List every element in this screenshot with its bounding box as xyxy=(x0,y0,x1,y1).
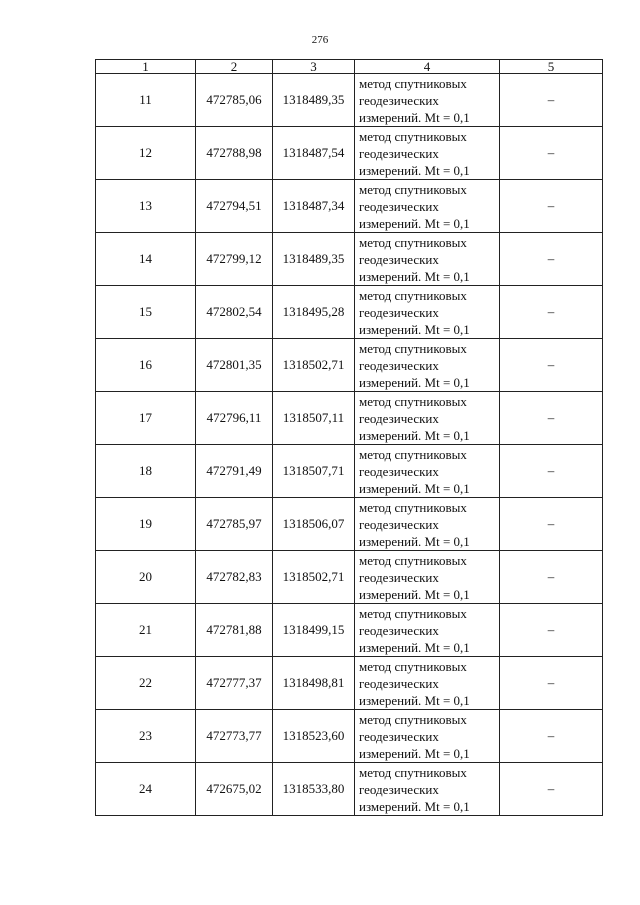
method-description xyxy=(355,180,500,233)
table-row xyxy=(96,286,603,339)
method-line-1: метод спутниковых xyxy=(359,658,467,674)
table-row xyxy=(96,233,603,286)
method-description xyxy=(355,392,500,445)
point-number: 20 xyxy=(96,551,196,604)
method-line-3: измерений. Mt = 0,1 xyxy=(359,692,470,708)
method-line-3: измерений. Mt = 0,1 xyxy=(359,745,470,761)
method-line-2: геодезических xyxy=(359,781,439,797)
point-number: 12 xyxy=(96,127,196,180)
coordinate-y: 1318523,60 xyxy=(273,710,355,763)
method-description xyxy=(355,657,500,710)
table-row xyxy=(96,445,603,498)
table-row xyxy=(96,657,603,710)
page-number: 276 xyxy=(311,34,329,46)
coordinate-y: 1318489,35 xyxy=(273,233,355,286)
point-number: 18 xyxy=(96,445,196,498)
point-number: 24 xyxy=(96,763,196,816)
point-number: 14 xyxy=(96,233,196,286)
coordinate-x: 472777,37 xyxy=(196,657,273,710)
method-description xyxy=(355,127,500,180)
note-cell: – xyxy=(500,710,603,763)
coordinate-x: 472799,12 xyxy=(196,233,273,286)
method-line-1: метод спутниковых xyxy=(359,128,467,144)
header-col-3: 3 xyxy=(273,60,355,74)
note-cell: – xyxy=(500,127,603,180)
method-line-2: геодезических xyxy=(359,357,439,373)
table-row xyxy=(96,763,603,816)
table-row xyxy=(96,339,603,392)
method-line-2: геодезических xyxy=(359,198,439,214)
point-number: 15 xyxy=(96,286,196,339)
coordinate-x: 472802,54 xyxy=(196,286,273,339)
coordinate-x: 472781,88 xyxy=(196,604,273,657)
table-row xyxy=(96,180,603,233)
method-line-3: измерений. Mt = 0,1 xyxy=(359,374,470,390)
method-line-2: геодезических xyxy=(359,675,439,691)
method-line-2: геодезических xyxy=(359,92,439,108)
method-line-2: геодезических xyxy=(359,410,439,426)
coordinate-y: 1318487,34 xyxy=(273,180,355,233)
method-line-3: измерений. Mt = 0,1 xyxy=(359,533,470,549)
coordinate-y: 1318499,15 xyxy=(273,604,355,657)
method-line-1: метод спутниковых xyxy=(359,287,467,303)
table-row xyxy=(96,392,603,445)
method-line-1: метод спутниковых xyxy=(359,764,467,780)
note-cell: – xyxy=(500,445,603,498)
coordinate-y: 1318487,54 xyxy=(273,127,355,180)
table-row xyxy=(96,127,603,180)
method-line-3: измерений. Mt = 0,1 xyxy=(359,162,470,178)
method-line-3: измерений. Mt = 0,1 xyxy=(359,109,470,125)
coordinate-y: 1318533,80 xyxy=(273,763,355,816)
note-cell: – xyxy=(500,763,603,816)
point-number: 11 xyxy=(96,74,196,127)
method-line-3: измерений. Mt = 0,1 xyxy=(359,215,470,231)
method-line-1: метод спутниковых xyxy=(359,181,467,197)
note-cell: – xyxy=(500,604,603,657)
coordinate-x: 472791,49 xyxy=(196,445,273,498)
method-line-2: геодезических xyxy=(359,728,439,744)
header-col-2: 2 xyxy=(196,60,273,74)
coordinate-x: 472785,97 xyxy=(196,498,273,551)
header-row xyxy=(96,60,603,74)
method-line-3: измерений. Mt = 0,1 xyxy=(359,427,470,443)
method-line-2: геодезических xyxy=(359,145,439,161)
method-description xyxy=(355,498,500,551)
point-number: 19 xyxy=(96,498,196,551)
method-line-1: метод спутниковых xyxy=(359,393,467,409)
coordinate-x: 472785,06 xyxy=(196,74,273,127)
coordinate-x: 472773,77 xyxy=(196,710,273,763)
header-col-5: 5 xyxy=(500,60,603,74)
coordinate-x: 472796,11 xyxy=(196,392,273,445)
note-cell: – xyxy=(500,180,603,233)
method-line-2: геодезических xyxy=(359,569,439,585)
header-col-4: 4 xyxy=(355,60,500,74)
method-line-1: метод спутниковых xyxy=(359,552,467,568)
coordinate-y: 1318495,28 xyxy=(273,286,355,339)
table-row xyxy=(96,74,603,127)
coordinate-x: 472794,51 xyxy=(196,180,273,233)
table-row xyxy=(96,551,603,604)
note-cell: – xyxy=(500,657,603,710)
method-line-2: геодезических xyxy=(359,251,439,267)
point-number: 23 xyxy=(96,710,196,763)
coordinate-y: 1318507,11 xyxy=(273,392,355,445)
method-line-3: измерений. Mt = 0,1 xyxy=(359,798,470,814)
point-number: 22 xyxy=(96,657,196,710)
method-line-2: геодезических xyxy=(359,622,439,638)
point-number: 17 xyxy=(96,392,196,445)
method-line-3: измерений. Mt = 0,1 xyxy=(359,480,470,496)
coordinate-y: 1318498,81 xyxy=(273,657,355,710)
coordinate-y: 1318506,07 xyxy=(273,498,355,551)
method-line-3: измерений. Mt = 0,1 xyxy=(359,268,470,284)
method-line-3: измерений. Mt = 0,1 xyxy=(359,321,470,337)
point-number: 16 xyxy=(96,339,196,392)
method-line-1: метод спутниковых xyxy=(359,75,467,91)
method-line-2: геодезических xyxy=(359,463,439,479)
method-line-3: измерений. Mt = 0,1 xyxy=(359,639,470,655)
method-line-1: метод спутниковых xyxy=(359,340,467,356)
method-description xyxy=(355,710,500,763)
method-description xyxy=(355,286,500,339)
coordinate-y: 1318502,71 xyxy=(273,551,355,604)
coordinate-x: 472788,98 xyxy=(196,127,273,180)
coordinate-y: 1318502,71 xyxy=(273,339,355,392)
method-line-1: метод спутниковых xyxy=(359,711,467,727)
method-line-1: метод спутниковых xyxy=(359,499,467,515)
method-description xyxy=(355,551,500,604)
coordinate-x: 472801,35 xyxy=(196,339,273,392)
method-line-1: метод спутниковых xyxy=(359,234,467,250)
coordinate-y: 1318489,35 xyxy=(273,74,355,127)
method-line-1: метод спутниковых xyxy=(359,446,467,462)
method-description xyxy=(355,763,500,816)
method-description xyxy=(355,339,500,392)
method-line-1: метод спутниковых xyxy=(359,605,467,621)
method-description xyxy=(355,604,500,657)
coordinate-x: 472782,83 xyxy=(196,551,273,604)
note-cell: – xyxy=(500,392,603,445)
point-number: 13 xyxy=(96,180,196,233)
method-line-2: геодезических xyxy=(359,304,439,320)
method-description xyxy=(355,74,500,127)
point-number: 21 xyxy=(96,604,196,657)
coordinates-table xyxy=(95,59,603,816)
table-row xyxy=(96,498,603,551)
method-line-3: измерений. Mt = 0,1 xyxy=(359,586,470,602)
method-description xyxy=(355,233,500,286)
coordinate-y: 1318507,71 xyxy=(273,445,355,498)
table-body xyxy=(96,74,603,816)
note-cell: – xyxy=(500,339,603,392)
table-row xyxy=(96,604,603,657)
note-cell: – xyxy=(500,498,603,551)
method-line-2: геодезических xyxy=(359,516,439,532)
table-row xyxy=(96,710,603,763)
header-col-1: 1 xyxy=(96,60,196,74)
coordinate-x: 472675,02 xyxy=(196,763,273,816)
note-cell: – xyxy=(500,233,603,286)
note-cell: – xyxy=(500,286,603,339)
note-cell: – xyxy=(500,74,603,127)
note-cell: – xyxy=(500,551,603,604)
method-description xyxy=(355,445,500,498)
